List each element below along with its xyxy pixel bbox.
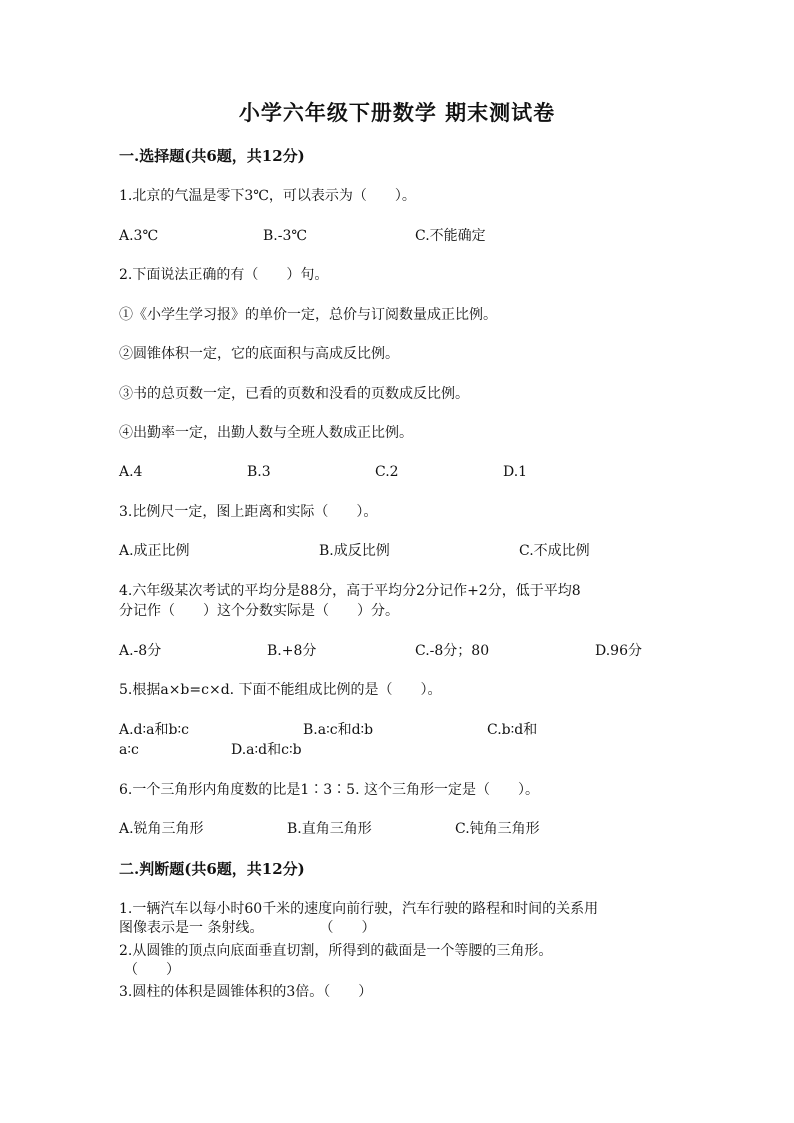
q2-statement-4: ④出勤率一定，出勤人数与全班人数成正比例。 [119, 425, 413, 441]
judgment-3: 3.圆柱的体积是圆锥体积的3倍。（ ） [119, 984, 373, 1000]
q4-option-a: A.-8分 [119, 643, 162, 659]
q2-option-a: A.4 [119, 464, 143, 480]
q2-option-c: C.2 [375, 464, 399, 480]
q4-option-b: B.+8分 [267, 643, 317, 659]
judgment-1-line1: 1.一辆汽车以每小时60千米的速度向前行驶，汽车行驶的路程和时间的关系用 [119, 901, 599, 917]
question-4-line2: 分记作（ ）这个分数实际是（ ）分。 [119, 603, 399, 619]
judgment-2-line1: 2.从圆锥的顶点向底面垂直切割，所得到的截面是一个等腰的三角形。 [119, 943, 553, 959]
question-2: 2.下面说法正确的有（ ）句。 [119, 267, 329, 283]
q2-statement-1: ①《小学生学习报》的单价一定，总价与订阅数量成正比例。 [119, 307, 497, 323]
question-6: 6.一个三角形内角度数的比是1∶3∶5. 这个三角形一定是（ ）。 [119, 782, 539, 798]
question-1: 1.北京的气温是零下3℃，可以表示为（ ）。 [119, 188, 416, 204]
judgment-2-line2: （ ） [124, 962, 180, 978]
q3-option-a: A.成正比例 [119, 543, 190, 559]
question-4-line1: 4.六年级某次考试的平均分是88分，高于平均分2分记作+2分，低于平均8 [119, 583, 581, 599]
q6-option-c: C.钝角三角形 [455, 821, 540, 837]
q2-statement-2: ②圆锥体积一定，它的底面积与高成反比例。 [119, 346, 399, 362]
q5-option-c-part1: C.b∶d和 [487, 722, 538, 738]
page-title: 小学六年级下册数学 期末测试卷 [238, 100, 556, 125]
q4-option-c: C.-8分；80 [415, 643, 490, 659]
q2-statement-3: ③书的总页数一定，已看的页数和没看的页数成反比例。 [119, 386, 469, 402]
q5-option-d: D.a∶d和c∶b [231, 742, 302, 758]
section-heading-choice: 一.选择题(共6题，共12分) [119, 147, 305, 165]
section-heading-judgment: 二.判断题(共6题，共12分) [119, 860, 305, 878]
q5-option-a: A.d∶a和b∶c [119, 722, 189, 738]
question-5: 5.根据a×b=c×d. 下面不能组成比例的是（ ）。 [119, 682, 442, 698]
q6-option-a: A.锐角三角形 [119, 821, 204, 837]
judgment-1-line2: 图像表示是一 条射线。 （ ） [119, 920, 376, 936]
q5-option-c-part2: a∶c [119, 742, 139, 758]
q5-option-b: B.a∶c和d∶b [303, 722, 374, 738]
q6-option-b: B.直角三角形 [287, 821, 372, 837]
q4-option-d: D.96分 [595, 643, 642, 659]
q1-option-c: C.不能确定 [415, 228, 486, 244]
q2-option-d: D.1 [503, 464, 528, 480]
q1-option-b: B.-3℃ [263, 228, 308, 244]
q2-option-b: B.3 [247, 464, 271, 480]
q3-option-b: B.成反比例 [319, 543, 390, 559]
q3-option-c: C.不成比例 [519, 543, 590, 559]
q1-option-a: A.3℃ [119, 228, 159, 244]
question-3: 3.比例尺一定，图上距离和实际（ ）。 [119, 504, 378, 520]
